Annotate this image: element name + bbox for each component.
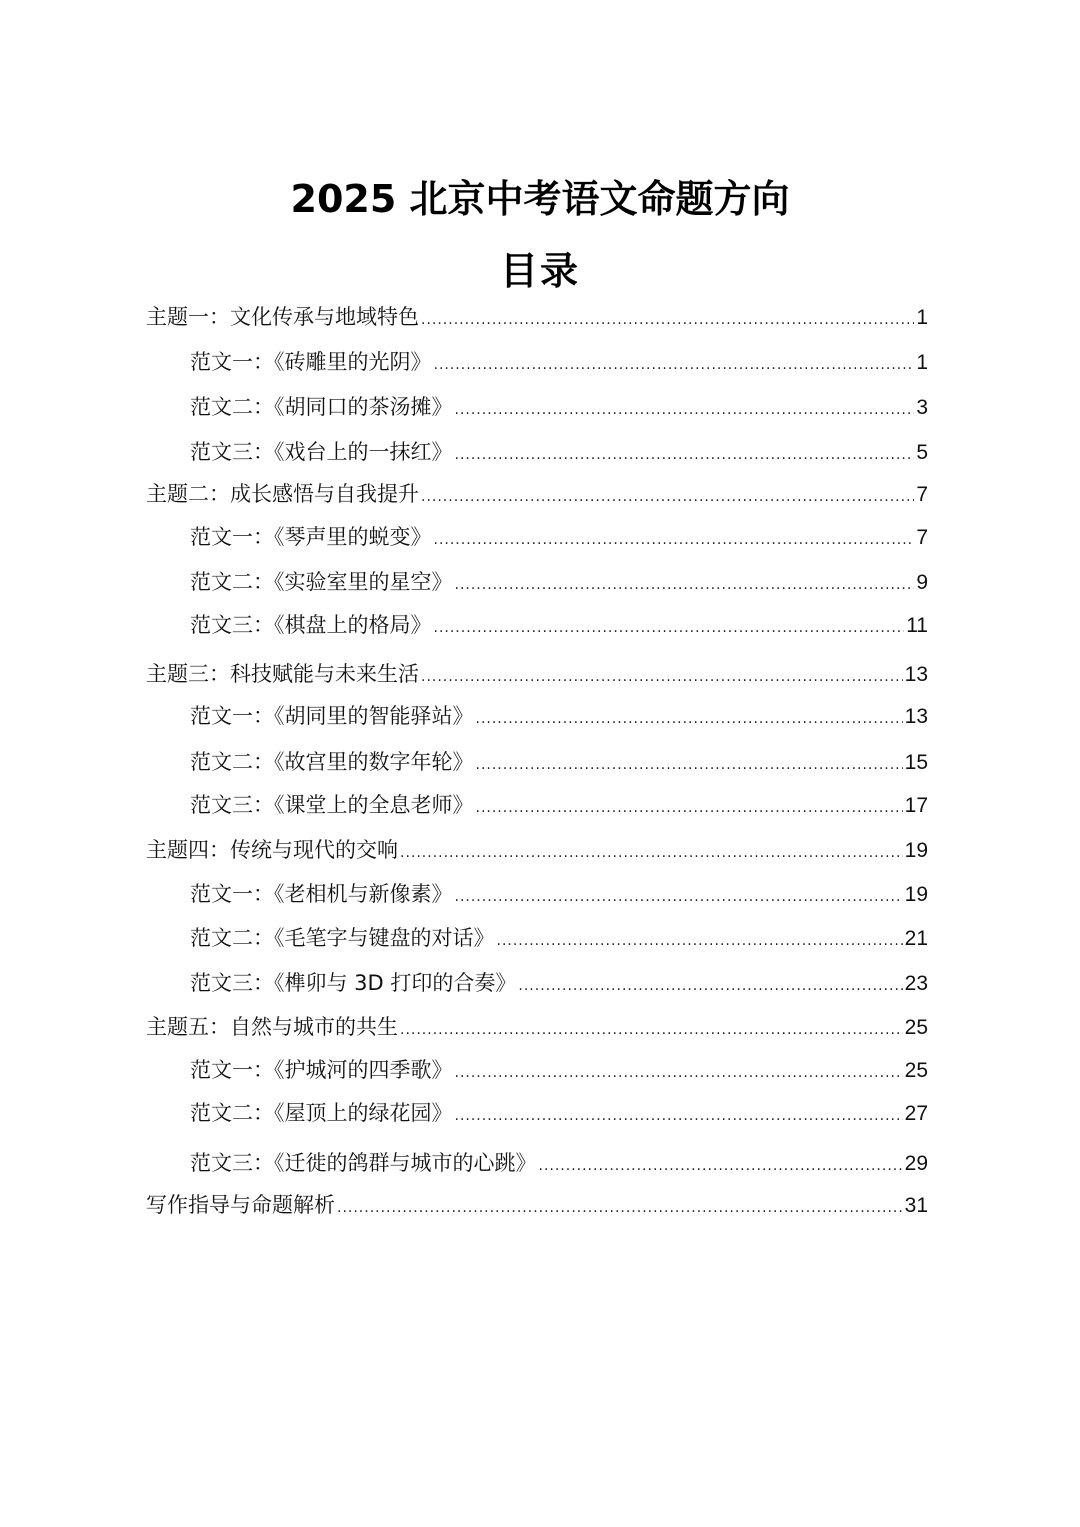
toc-page-number: 9: [916, 571, 928, 594]
toc-page-number: 29: [904, 1152, 928, 1175]
toc-leader-dots: [476, 704, 903, 734]
toc-leader-dots: [400, 838, 903, 868]
toc-section-entry[interactable]: [146, 479, 928, 512]
toc-section-entry[interactable]: [146, 1190, 928, 1223]
toc-entry-title: 范文一：《砖雕里的光阴》: [190, 350, 432, 374]
toc-page-number: 7: [916, 483, 928, 506]
toc-page-number: 13: [904, 663, 928, 686]
toc-page-number: 31: [904, 1194, 928, 1217]
toc-section-entry[interactable]: [146, 835, 928, 868]
toc-leader-dots: [476, 750, 903, 780]
toc-entry-title: 主题四：传统与现代的交响: [146, 838, 398, 862]
toc-page-number: 15: [904, 751, 928, 774]
toc-leader-dots: [400, 1015, 903, 1045]
toc-leader-dots: [455, 570, 915, 600]
toc-page-number: 1: [916, 351, 928, 374]
toc-page-number: 23: [904, 972, 928, 995]
toc-entry-title: 主题二：成长感悟与自我提升: [146, 482, 419, 506]
toc-page-number: 21: [904, 927, 928, 950]
toc-entry-title: 主题一：文化传承与地域特色: [146, 305, 419, 329]
toc-entry-title: 范文二：《屋顶上的绿花园》: [190, 1101, 453, 1125]
toc-page-number: 7: [916, 526, 928, 549]
toc-entry-title: 范文二：《故宫里的数字年轮》: [190, 750, 474, 774]
toc-page-number: 19: [904, 883, 928, 906]
toc-entry-title: 范文二：《实验室里的星空》: [190, 570, 453, 594]
toc-leader-dots: [476, 793, 903, 823]
toc-page-number: 19: [904, 839, 928, 862]
toc-entry-title: 主题三：科技赋能与未来生活: [146, 662, 419, 686]
toc-essay-entry[interactable]: [190, 923, 928, 956]
toc-heading: 目录: [499, 249, 580, 293]
document-title: 2025 北京中考语文命题方向: [290, 177, 790, 221]
toc-essay-entry[interactable]: [190, 610, 928, 643]
toc-essay-entry[interactable]: [190, 1055, 928, 1088]
toc-leader-dots: [337, 1193, 903, 1223]
toc-leader-dots: [497, 926, 903, 956]
toc-entry-title: 范文二：《胡同口的茶汤摊》: [190, 395, 453, 419]
toc-essay-entry[interactable]: [190, 1098, 928, 1131]
toc-entry-title: 主题五：自然与城市的共生: [146, 1015, 398, 1039]
toc-section-entry[interactable]: [146, 302, 928, 335]
toc-leader-dots: [455, 395, 915, 425]
toc-leader-dots: [434, 525, 915, 555]
toc-leader-dots: [455, 1058, 903, 1088]
toc-page-number: 17: [904, 794, 928, 817]
toc-essay-entry[interactable]: [190, 968, 928, 1001]
toc-essay-entry[interactable]: [190, 747, 928, 780]
toc-entry-title: 范文一：《护城河的四季歌》: [190, 1058, 453, 1082]
toc-entry-title: 范文一：《胡同里的智能驿站》: [190, 704, 474, 728]
toc-essay-entry[interactable]: [190, 701, 928, 734]
toc-entry-title: 范文三：《课堂上的全息老师》: [190, 793, 474, 817]
toc-section-entry[interactable]: [146, 1012, 928, 1045]
toc-page-number: 1: [916, 306, 928, 329]
toc-entry-title: 范文三：《迁徙的鸽群与城市的心跳》: [190, 1151, 537, 1175]
toc-essay-entry[interactable]: [190, 1148, 928, 1181]
toc-page-number: 25: [904, 1016, 928, 1039]
toc-essay-entry[interactable]: [190, 522, 928, 555]
toc-leader-dots: [434, 350, 915, 380]
toc-entry-title: 范文三：《戏台上的一抹红》: [190, 440, 453, 464]
toc-leader-dots: [434, 613, 905, 643]
toc-entry-title: 范文一：《老相机与新像素》: [190, 882, 453, 906]
toc-entry-title: 写作指导与命题解析: [146, 1193, 335, 1217]
toc-leader-dots: [421, 482, 914, 512]
toc-page-number: 11: [906, 614, 928, 637]
toc-leader-dots: [539, 1151, 903, 1181]
toc-leader-dots: [455, 882, 903, 912]
toc-page-number: 3: [916, 396, 928, 419]
toc-essay-entry[interactable]: [190, 347, 928, 380]
toc-section-entry[interactable]: [146, 659, 928, 692]
toc-page-number: 25: [904, 1059, 928, 1082]
toc-essay-entry[interactable]: [190, 392, 928, 425]
toc-page-number: 27: [904, 1102, 928, 1125]
toc-leader-dots: [421, 662, 903, 692]
toc-essay-entry[interactable]: [190, 437, 928, 470]
toc-leader-dots: [518, 971, 902, 1001]
toc-page-number: 13: [904, 705, 928, 728]
toc-entry-title: 范文一：《琴声里的蜕变》: [190, 525, 432, 549]
toc-entry-title: 范文二：《毛笔字与键盘的对话》: [190, 926, 495, 950]
toc-leader-dots: [455, 440, 915, 470]
toc-entry-title: 范文三：《榫卯与 3D 打印的合奏》: [190, 971, 517, 995]
toc-essay-entry[interactable]: [190, 790, 928, 823]
toc-essay-entry[interactable]: [190, 567, 928, 600]
toc-leader-dots: [455, 1101, 903, 1131]
toc-page-number: 5: [916, 441, 928, 464]
toc-essay-entry[interactable]: [190, 879, 928, 912]
toc-leader-dots: [421, 305, 914, 335]
toc-entry-title: 范文三：《棋盘上的格局》: [190, 613, 432, 637]
